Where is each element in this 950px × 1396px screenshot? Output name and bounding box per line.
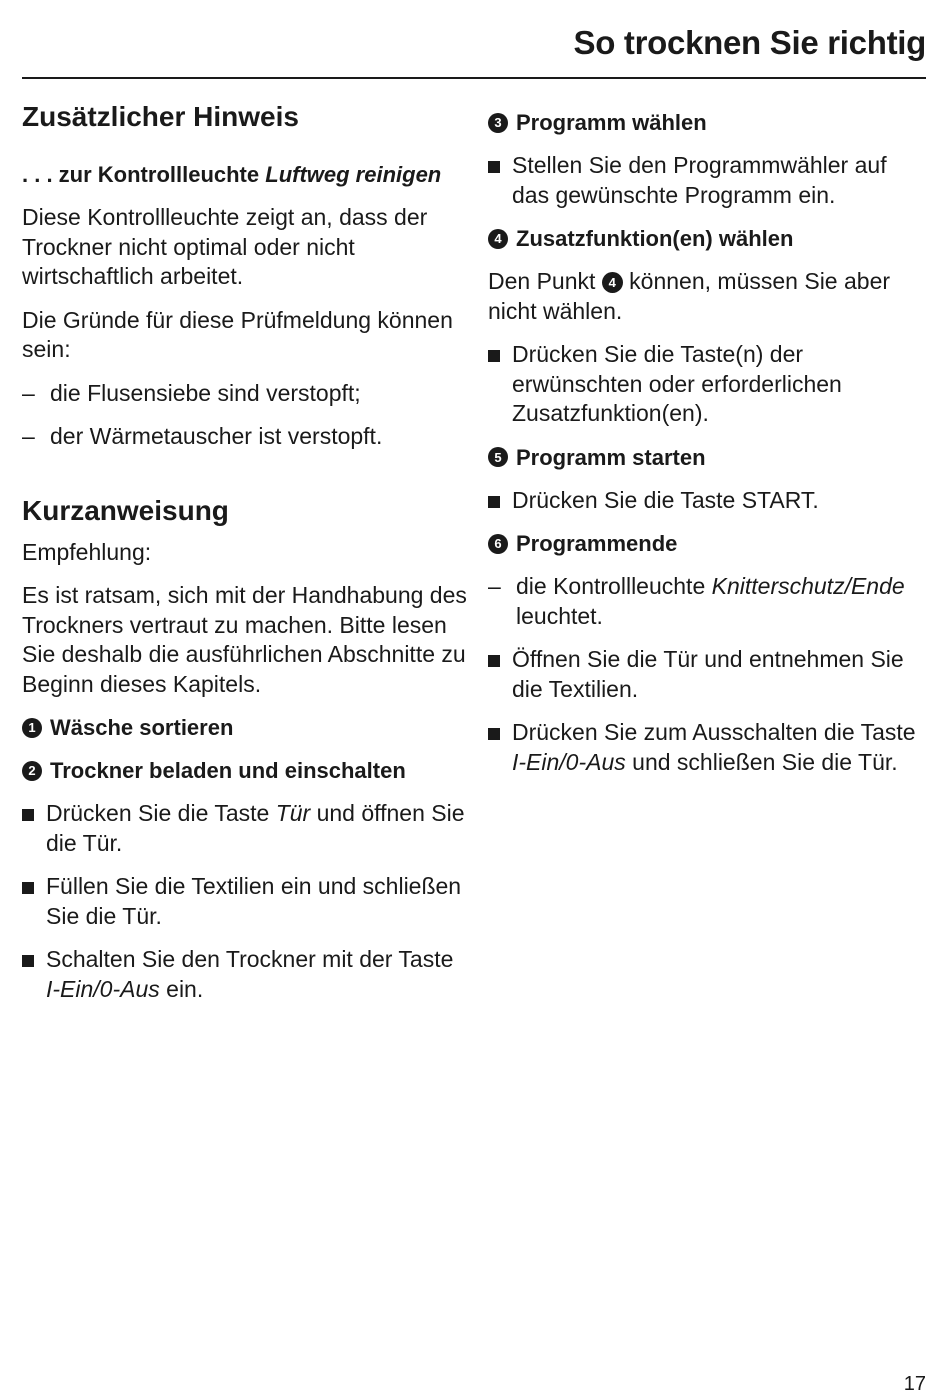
step-2-heading (22, 756, 467, 785)
note-subtitle-prefix: . . . zur Kontrollleuchte (22, 162, 266, 187)
dash-icon: – (22, 423, 35, 449)
item-text-italic: Knitterschutz/Ende (711, 573, 905, 599)
square-bullet-icon (488, 350, 500, 362)
note-subtitle (22, 160, 467, 189)
step-6-list (488, 645, 928, 777)
note-title: Zusätzlicher Hinweis (22, 101, 299, 132)
item-text: Schalten Sie den Trockner mit der Taste (46, 946, 454, 972)
recommendation-label: Empfehlung: (22, 538, 152, 565)
step-4-heading (488, 224, 928, 253)
step-4-note (488, 267, 928, 326)
note-paragraph-1: Diese Kontrollleuchte zeigt an, dass der Trockner nicht optimal oder nicht wirtschaftlich arbeitet. (22, 204, 428, 289)
step-6-heading (488, 529, 928, 558)
list-item (488, 151, 928, 210)
reason-text: der Wärmetauscher ist verstopft. (50, 423, 383, 449)
note-paragraph-2: Die Gründe für diese Prüfmeldung können sein: (22, 306, 453, 362)
step-number-icon: 6 (488, 534, 508, 554)
list-item (488, 340, 928, 429)
step-5-heading (488, 443, 928, 472)
step-5-title: Programm starten (516, 444, 706, 470)
list-item (22, 945, 467, 1004)
list-item (22, 872, 467, 931)
item-text: Drücken Sie die Taste (46, 800, 276, 826)
item-text: ein. (159, 975, 204, 1002)
page-title: So trocknen Sie richtig (573, 24, 926, 61)
dash-icon: – (488, 573, 501, 599)
step-6-dash-list (488, 572, 928, 631)
item-text: Öffnen Sie die Tür und entnehmen Sie die Textilien. (512, 646, 904, 702)
reason-text: die Flusensiebe sind verstopft; (50, 379, 361, 406)
step-1-heading (22, 713, 467, 742)
item-text: leuchtet. (516, 602, 603, 629)
item-text: die Kontrollleuchte (516, 573, 712, 599)
step-3-title: Programm wählen (516, 110, 707, 135)
right-column (488, 108, 928, 791)
item-text: Drücken Sie die Taste START. (512, 486, 819, 513)
step-number-icon: 1 (22, 718, 42, 738)
item-text-italic: Tür (275, 800, 311, 826)
reasons-list (22, 379, 467, 452)
list-item (488, 718, 928, 777)
item-text: und öffnen Sie die Tür. (46, 800, 465, 856)
step-2-list (22, 799, 467, 1004)
list-item (488, 572, 928, 631)
step-number-icon: 3 (488, 113, 508, 133)
step-number-icon: 2 (22, 761, 42, 781)
list-item (22, 799, 467, 858)
list-item (22, 422, 467, 452)
step-4-note-text: Den Punkt (488, 268, 602, 294)
step-3-heading (488, 108, 928, 137)
step-number-icon: 5 (488, 447, 508, 467)
item-text: und schließen Sie die Tür. (625, 748, 898, 775)
step-5-list (488, 486, 928, 516)
step-1-title: Wäsche sortieren (50, 715, 234, 740)
item-text: Drücken Sie zum Ausschalten die Taste (512, 719, 916, 745)
left-column (22, 100, 467, 1018)
step-number-icon: 4 (488, 229, 508, 249)
page-header (22, 22, 926, 79)
list-item (488, 486, 928, 516)
square-bullet-icon (488, 728, 500, 740)
list-item (22, 379, 467, 409)
note-subtitle-italic: Luftweg reinigen (265, 162, 442, 187)
recommendation-text: Es ist ratsam, sich mit der Handhabung des Trockners vertraut zu machen. Bitte lesen Sie deshalb die ausführlichen Abschnitte zu Beginn dieses Kapitels. (22, 582, 467, 697)
square-bullet-icon (22, 882, 34, 894)
square-bullet-icon (488, 496, 500, 508)
page-number: 17 (903, 1373, 926, 1395)
step-4-note-text: können, müssen Sie aber nicht wählen. (488, 268, 891, 324)
step-3-list (488, 151, 928, 210)
list-item (488, 645, 928, 704)
dash-icon: – (22, 379, 35, 406)
step-4-list (488, 340, 928, 429)
item-text: Stellen Sie den Programmwähler auf das gewünschte Programm ein. (512, 152, 887, 208)
step-2-title: Trockner beladen und einschalten (50, 758, 406, 783)
step-6-title: Programmende (516, 531, 678, 556)
item-text: Füllen Sie die Textilien ein und schließen Sie die Tür. (46, 873, 462, 929)
item-text: Drücken Sie die Taste(n) der erwünschten oder erforderlichen Zusatzfunktion(en). (512, 341, 842, 426)
square-bullet-icon (488, 161, 500, 173)
square-bullet-icon (22, 809, 34, 821)
item-text-italic: I-Ein/0-Aus (46, 975, 160, 1002)
square-bullet-icon (22, 955, 34, 967)
step-4-title: Zusatzfunktion(en) wählen (516, 226, 794, 251)
short-instructions-title: Kurzanweisung (22, 494, 229, 526)
step-number-icon: 4 (602, 272, 623, 293)
item-text-italic: I-Ein/0-Aus (512, 748, 626, 775)
square-bullet-icon (488, 655, 500, 667)
